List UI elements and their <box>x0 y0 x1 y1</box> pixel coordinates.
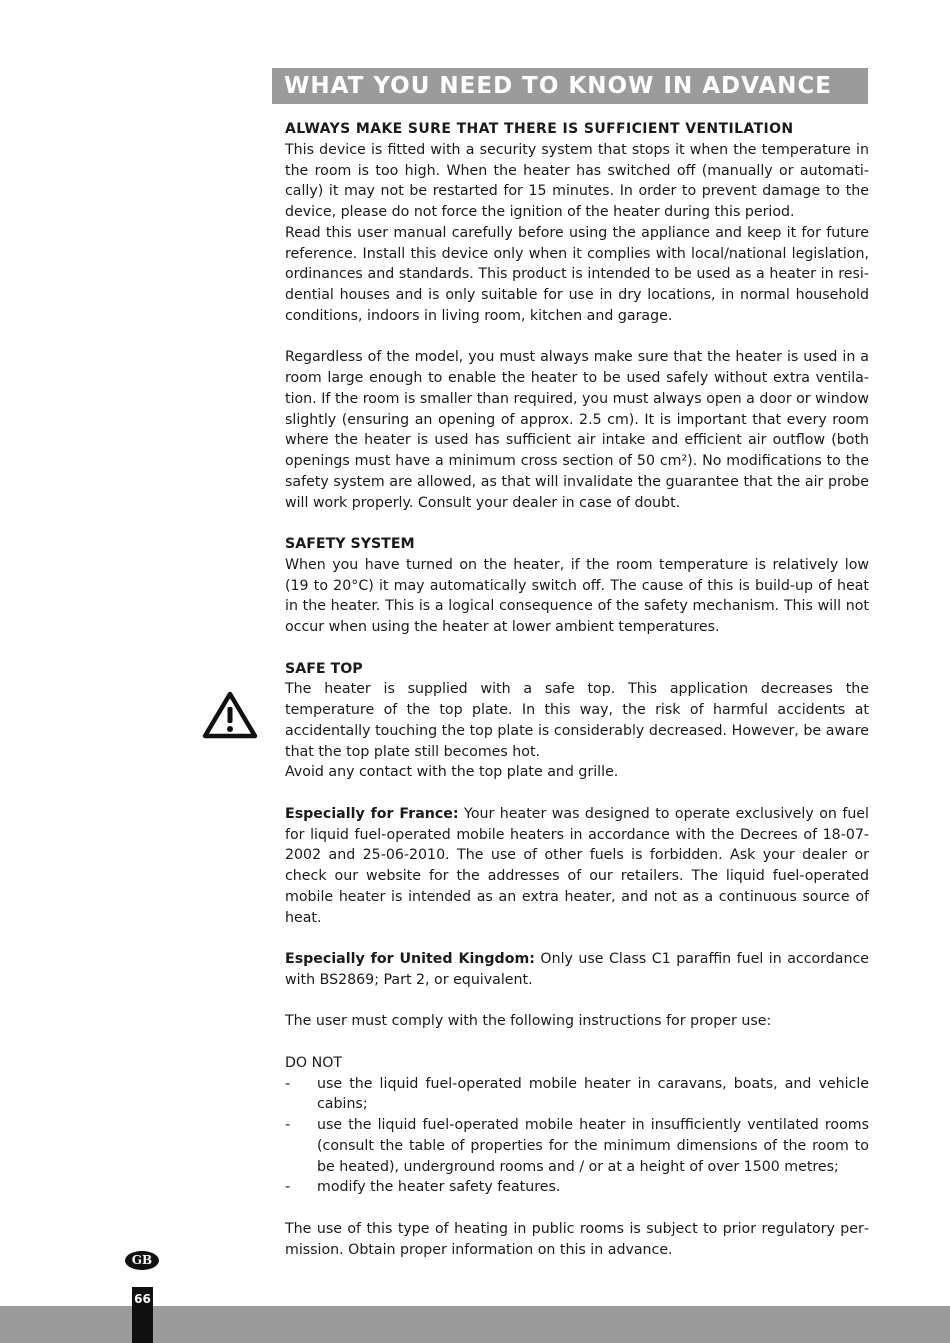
safe-top-paragraph-1: The heater is supplied with a safe top. This application decreases the temperature of the top plate. In this way, the risk of harmful accidents at accidentally touching the top plate is considerably decreased. However, be aware that the top plate still becomes hot. <box>285 681 869 760</box>
safe-top-paragraph-2: Avoid any contact with the top plate and grille. <box>285 764 619 781</box>
uk-note <box>285 949 869 991</box>
france-note-text: Your heater was designed to operate exclusively on fuel for liquid fuel-operated mobile heaters in accordance with the Decrees of 18-07-2002 and 25-06-2010. The use of other fuels is forbidden. Ask your dealer or check our website for the addresses of our retailers. The liquid fuel-operated mobile heater is intended as an extra heater, and not as a continuous source of heat. <box>285 805 869 926</box>
list-item: - use the liquid fuel-operated mobile heater in caravans, boats, and vehicle cabins; <box>285 1075 869 1113</box>
page-number: 66 <box>132 1287 153 1343</box>
ventilation-paragraph-2: Read this user manual carefully before using the appliance and keep it for future reference. Install this device only when it complies with local/national legislation, ordinances and standards. This product is intended to be used as a heater in residential houses and is only suitable for use in dry locations, in normal household conditions, indoors in living room, kitchen and garage. <box>285 224 869 324</box>
ventilation-paragraph-1: This device is fitted with a security system that stops it when the temperature in the room is too high. When the heater has switched off (manually or automatically) it may not be restarted for 15 minutes. In order to prevent damage to the device, please do not force the ignition of the heater during this period. <box>285 141 869 220</box>
france-note <box>285 804 869 929</box>
section-title-banner: WHAT YOU NEED TO KNOW IN ADVANCE <box>272 68 868 104</box>
do-not-list <box>285 1074 869 1199</box>
list-item: - modify the heater safety features. <box>285 1177 869 1198</box>
ventilation-heading: ALWAYS MAKE SURE THAT THERE IS SUFFICIENT VENTILATION <box>285 121 794 137</box>
list-item: - use the liquid fuel-operated mobile heater in insufficiently ventilated rooms (consult the table of properties for the minimum dimensions of the room to be heated), underground rooms and / or at a height of over 1500 metres; <box>285 1117 869 1175</box>
country-badge: GB <box>125 1251 159 1270</box>
ventilation-paragraph-3: Regardless of the model, you must always make sure that the heater is used in a room large enough to enable the heater to be used safely without extra ventilation. If the room is smaller than required, you must always open a door or window slightly (ensuring an opening of approx. 2.5 cm). It is important that every room where the heater is used has sufficient air intake and efficient air outflow (both openings must have a minimum cross section of 50 cm²). No modifications to the safety system are allowed, as that will invalidate the guarantee that the air probe will work properly. Consult your dealer in case of doubt. <box>285 349 869 511</box>
uk-note-text: Only use Class C1 paraffin fuel in accordance with BS2869; Part 2, or equivalent. <box>285 951 869 988</box>
france-note-label: Especially for France: <box>285 805 459 822</box>
uk-note-label: Especially for United Kingdom: <box>285 951 535 967</box>
safe-top-heading: SAFE TOP <box>285 660 363 677</box>
warning-triangle-icon <box>202 690 258 740</box>
safety-system-heading: SAFETY SYSTEM <box>285 536 415 552</box>
safety-system-paragraph: When you have turned on the heater, if the room temperature is relatively low (19 to 20°C) it may automatically switch off. The cause of this is build-up of heat in the heater. This is a logical consequence of the safety mechanism. This will not occur when using the heater at lower ambient temperatures. <box>285 556 869 635</box>
closing-paragraph: The use of this type of heating in public rooms is subject to prior regulatory permission. Obtain proper information on this in advance. <box>285 1220 869 1258</box>
main-content <box>285 119 869 1260</box>
do-not-heading: DO NOT <box>285 1054 343 1071</box>
list-bullet: - <box>285 1075 291 1092</box>
instructions-intro: The user must comply with the following instructions for proper use: <box>285 1013 772 1030</box>
list-bullet: - <box>285 1179 291 1196</box>
list-bullet: - <box>285 1117 291 1133</box>
